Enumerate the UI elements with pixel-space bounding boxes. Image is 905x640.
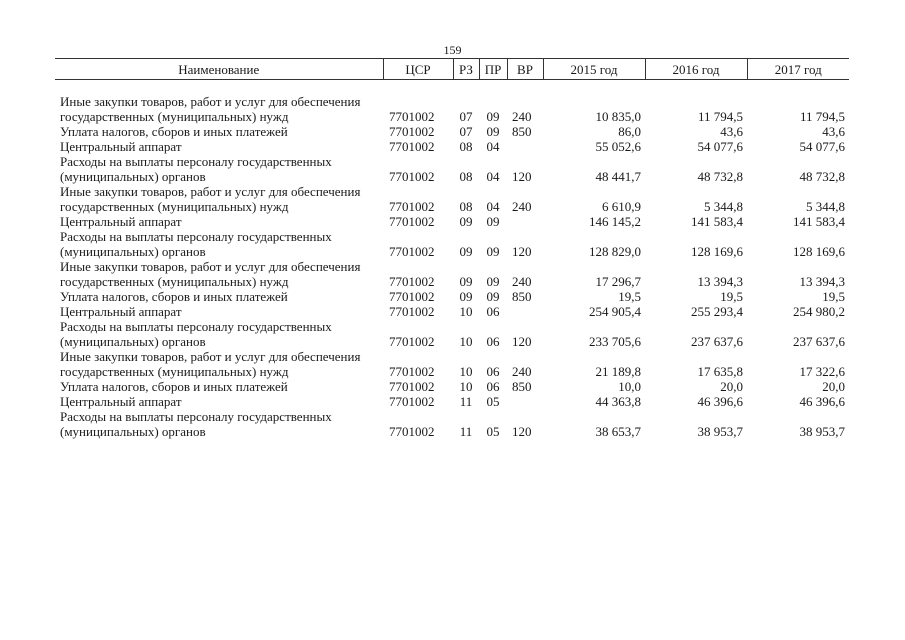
row-name: Расходы на выплаты персоналу государственных (муниципальных) органов [60, 229, 332, 259]
row-csr: 7701002 [389, 289, 435, 304]
row-pr: 04 [486, 199, 500, 214]
row-pr: 06 [486, 379, 500, 394]
row-name: Центральный аппарат [60, 304, 182, 319]
table-row [55, 214, 849, 229]
row-csr: 7701002 [389, 109, 435, 124]
row-pr: 05 [486, 394, 500, 409]
table-row [55, 184, 849, 214]
row-vr [507, 394, 543, 409]
row-2015: 146 145,2 [589, 214, 641, 229]
table-row [55, 124, 849, 139]
table-row [55, 394, 849, 409]
row-2016: 38 953,7 [697, 424, 743, 439]
row-2015: 10 835,0 [595, 109, 641, 124]
table-row [55, 289, 849, 304]
row-rz: 11 [459, 394, 473, 409]
row-2017: 46 396,6 [799, 394, 845, 409]
row-pr: 09 [486, 109, 500, 124]
row-2017: 38 953,7 [799, 424, 845, 439]
row-vr: 120 [512, 244, 532, 259]
row-2017: 19,5 [822, 289, 845, 304]
row-csr: 7701002 [389, 334, 435, 349]
row-2017: 141 583,4 [793, 214, 845, 229]
row-2017: 128 169,6 [793, 244, 845, 259]
row-2016: 19,5 [720, 289, 743, 304]
table-row [55, 259, 849, 289]
row-csr: 7701002 [389, 139, 435, 154]
header-name: Наименование [55, 59, 383, 80]
row-rz: 08 [459, 199, 473, 214]
row-vr: 120 [512, 169, 532, 184]
row-csr: 7701002 [389, 274, 435, 289]
row-2016: 128 169,6 [691, 244, 743, 259]
row-csr: 7701002 [389, 244, 435, 259]
budget-table [55, 58, 849, 439]
row-2015: 19,5 [618, 289, 641, 304]
row-pr: 09 [486, 214, 500, 229]
row-2015: 254 905,4 [589, 304, 641, 319]
row-2016: 48 732,8 [697, 169, 743, 184]
row-2016: 43,6 [720, 124, 743, 139]
row-vr: 850 [512, 289, 532, 304]
row-2016: 17 635,8 [697, 364, 743, 379]
table-row [55, 379, 849, 394]
row-name: Центральный аппарат [60, 394, 182, 409]
row-2016: 46 396,6 [697, 394, 743, 409]
row-2017: 13 394,3 [799, 274, 845, 289]
row-rz: 09 [459, 214, 473, 229]
row-rz: 09 [459, 274, 473, 289]
header-pr: ПР [479, 59, 507, 80]
header-2015: 2015 год [543, 59, 645, 80]
header-vr: ВР [507, 59, 543, 80]
row-name: Расходы на выплаты персоналу государственных (муниципальных) органов [60, 409, 332, 439]
row-2016: 141 583,4 [691, 214, 743, 229]
row-vr: 120 [512, 424, 532, 439]
row-pr: 06 [486, 304, 500, 319]
table-row [55, 349, 849, 379]
row-csr: 7701002 [389, 304, 435, 319]
row-vr: 850 [512, 379, 532, 394]
row-pr: 09 [486, 244, 500, 259]
table-header [55, 59, 849, 80]
row-2015: 86,0 [618, 124, 641, 139]
row-name: Расходы на выплаты персоналу государственных (муниципальных) органов [60, 154, 332, 184]
row-name: Уплата налогов, сборов и иных платежей [60, 124, 288, 139]
row-2016: 13 394,3 [697, 274, 743, 289]
row-2017: 11 794,5 [799, 109, 845, 124]
row-csr: 7701002 [389, 199, 435, 214]
row-2017: 54 077,6 [799, 139, 845, 154]
table-row [55, 154, 849, 184]
row-pr: 06 [486, 334, 500, 349]
row-vr [507, 214, 543, 229]
row-vr: 240 [512, 199, 532, 214]
row-name: Расходы на выплаты персоналу государственных (муниципальных) органов [60, 319, 332, 349]
row-2016: 54 077,6 [697, 139, 743, 154]
row-csr: 7701002 [389, 379, 435, 394]
row-2015: 6 610,9 [602, 199, 641, 214]
row-rz: 07 [459, 124, 473, 139]
row-rz: 08 [459, 139, 473, 154]
row-pr: 09 [486, 289, 500, 304]
row-2015: 233 705,6 [589, 334, 641, 349]
table-row [55, 229, 849, 259]
row-2015: 38 653,7 [595, 424, 641, 439]
row-name: Иные закупки товаров, работ и услуг для обеспечения государственных (муниципальных) нужд [60, 349, 361, 379]
row-vr: 240 [512, 274, 532, 289]
row-rz: 10 [459, 304, 473, 319]
row-2015: 128 829,0 [589, 244, 641, 259]
row-2015: 17 296,7 [595, 274, 641, 289]
row-csr: 7701002 [389, 169, 435, 184]
header-csr: ЦСР [383, 59, 453, 80]
row-rz: 09 [459, 289, 473, 304]
row-csr: 7701002 [389, 424, 435, 439]
row-rz: 07 [459, 109, 473, 124]
row-rz: 10 [459, 334, 473, 349]
table-row [55, 319, 849, 349]
row-2017: 17 322,6 [799, 364, 845, 379]
row-pr: 09 [486, 124, 500, 139]
table-row [55, 304, 849, 319]
row-name: Уплата налогов, сборов и иных платежей [60, 379, 288, 394]
row-rz: 10 [459, 379, 473, 394]
row-vr: 120 [512, 334, 532, 349]
table-body [55, 80, 849, 440]
row-2016: 237 637,6 [691, 334, 743, 349]
row-vr [507, 139, 543, 154]
row-vr: 850 [512, 124, 532, 139]
row-pr: 09 [486, 274, 500, 289]
row-csr: 7701002 [389, 364, 435, 379]
row-2017: 237 637,6 [793, 334, 845, 349]
table-row [55, 139, 849, 154]
row-csr: 7701002 [389, 394, 435, 409]
row-rz: 10 [459, 364, 473, 379]
row-rz: 09 [459, 244, 473, 259]
row-2016: 5 344,8 [704, 199, 743, 214]
row-2015: 44 363,8 [595, 394, 641, 409]
row-name: Иные закупки товаров, работ и услуг для обеспечения государственных (муниципальных) нужд [60, 184, 361, 214]
row-2016: 255 293,4 [691, 304, 743, 319]
row-name: Уплата налогов, сборов и иных платежей [60, 289, 288, 304]
row-2017: 254 980,2 [793, 304, 845, 319]
row-csr: 7701002 [389, 214, 435, 229]
row-pr: 04 [486, 139, 500, 154]
header-rz: РЗ [453, 59, 479, 80]
header-row [55, 59, 849, 80]
row-2015: 55 052,6 [595, 139, 641, 154]
row-vr: 240 [512, 109, 532, 124]
row-2017: 20,0 [822, 379, 845, 394]
table-row [55, 409, 849, 439]
row-2015: 21 189,8 [595, 364, 641, 379]
row-rz: 11 [459, 424, 473, 439]
row-2017: 5 344,8 [806, 199, 845, 214]
row-2016: 11 794,5 [697, 109, 743, 124]
row-pr: 06 [486, 364, 500, 379]
row-name: Иные закупки товаров, работ и услуг для обеспечения государственных (муниципальных) нужд [60, 94, 361, 124]
row-2017: 43,6 [822, 124, 845, 139]
table-row [55, 80, 849, 125]
row-vr [507, 304, 543, 319]
page-number: 159 [443, 43, 462, 57]
header-2016: 2016 год [645, 59, 747, 80]
row-name: Иные закупки товаров, работ и услуг для обеспечения государственных (муниципальных) нужд [60, 259, 361, 289]
row-2015: 10,0 [618, 379, 641, 394]
row-name: Центральный аппарат [60, 214, 182, 229]
row-pr: 04 [486, 169, 500, 184]
row-2017: 48 732,8 [799, 169, 845, 184]
header-2017: 2017 год [747, 59, 849, 80]
row-vr: 240 [512, 364, 532, 379]
row-csr: 7701002 [389, 124, 435, 139]
row-rz: 08 [459, 169, 473, 184]
row-name: Центральный аппарат [60, 139, 182, 154]
row-pr: 05 [486, 424, 500, 439]
row-2016: 20,0 [720, 379, 743, 394]
row-2015: 48 441,7 [595, 169, 641, 184]
